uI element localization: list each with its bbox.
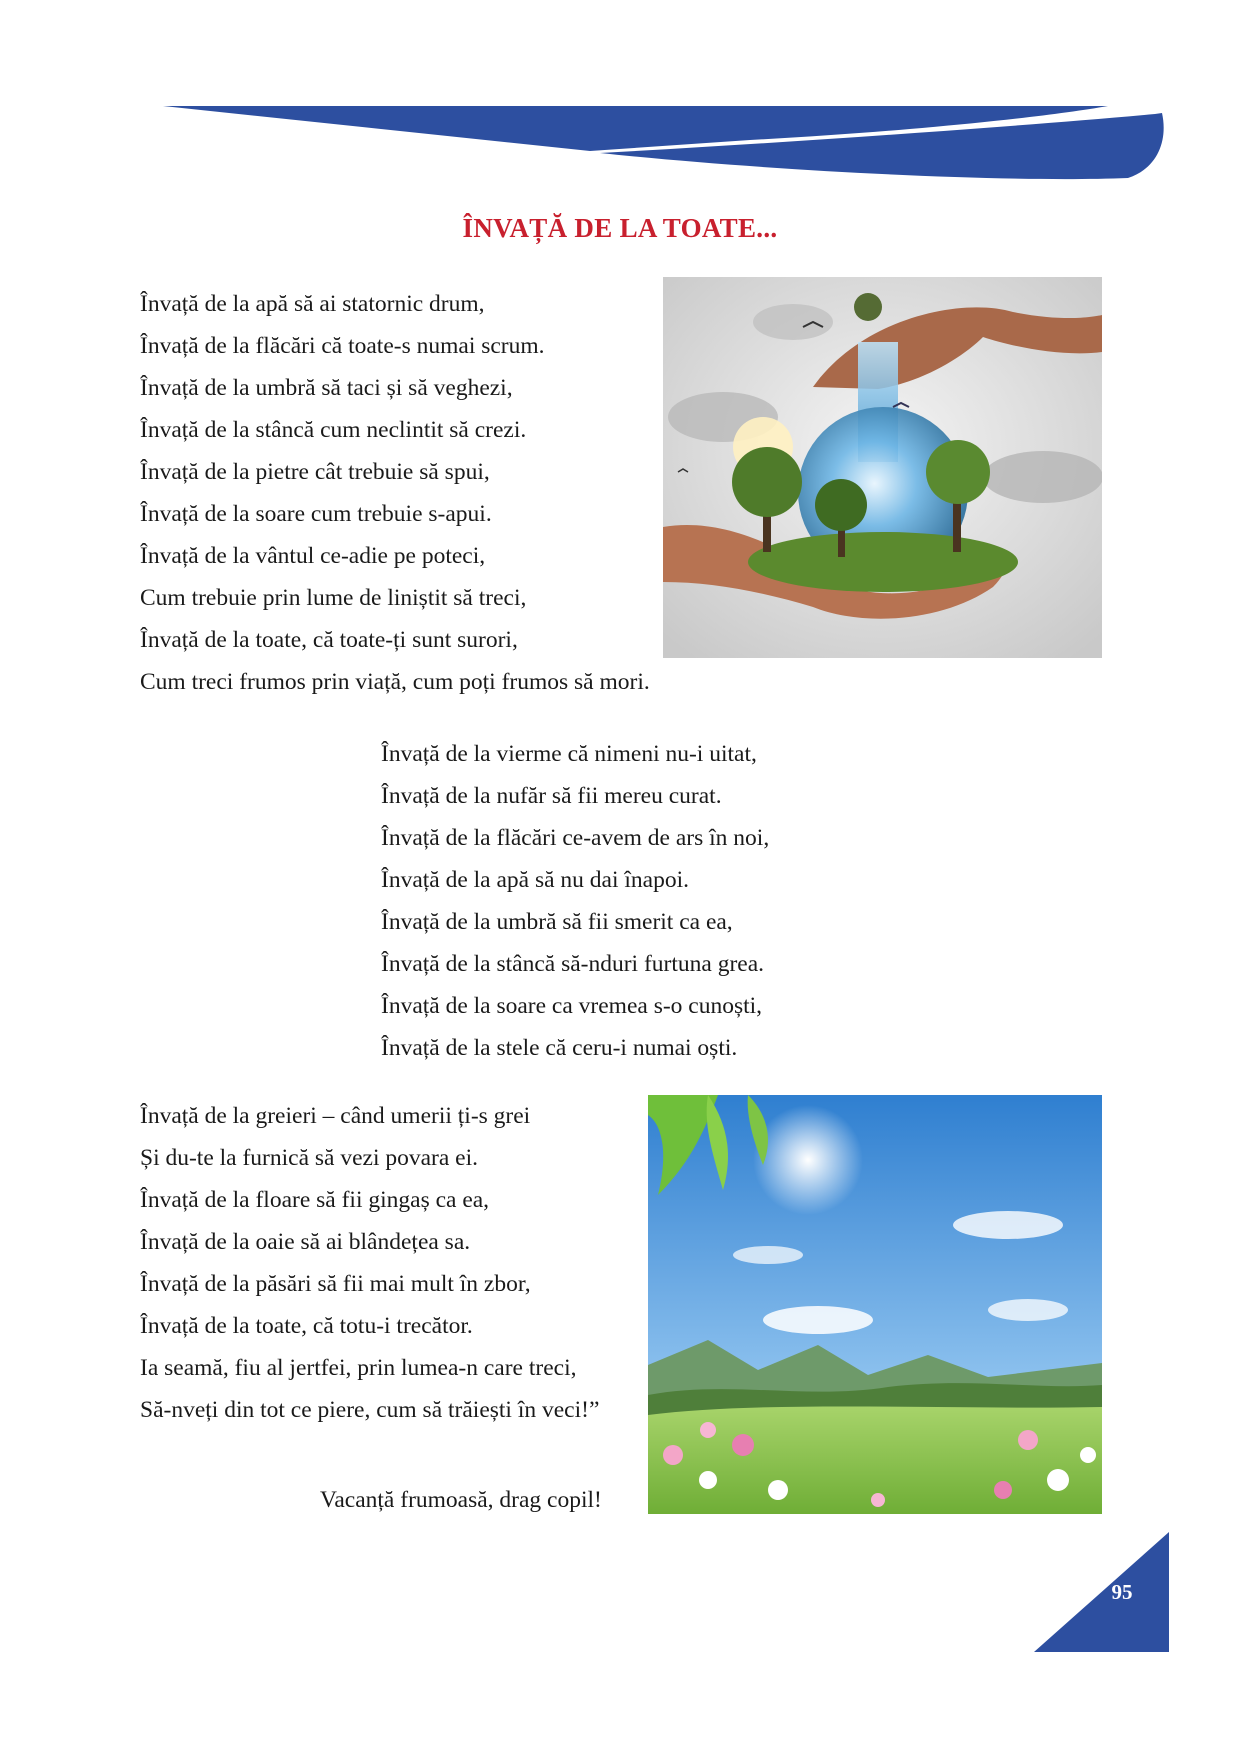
poem-line: Învață de la vierme că nimeni nu-i uitat, bbox=[381, 741, 757, 767]
poem-line: Învață de la flăcări ce-avem de ars în noi, bbox=[381, 825, 770, 851]
header-banner bbox=[0, 0, 1240, 200]
poem-line: Învață de la apă să ai statornic drum, bbox=[140, 291, 485, 317]
poem-line: Cum trebuie prin lume de liniștit să treci, bbox=[140, 585, 527, 611]
poem-line: Cum treci frumos prin viață, cum poți frumos să mori. bbox=[140, 669, 650, 695]
poem-line: Și du-te la furnică să vezi povara ei. bbox=[140, 1145, 478, 1171]
poem-line: Învață de la apă să nu dai înapoi. bbox=[381, 867, 689, 893]
poem-line: Învață de la păsări să fii mai mult în zbor, bbox=[140, 1271, 531, 1297]
stanza-2 bbox=[381, 733, 769, 1069]
poem-line: Învață de la vântul ce-adie pe poteci, bbox=[140, 543, 486, 569]
hands-earth-image bbox=[663, 277, 1102, 658]
meadow-image bbox=[648, 1095, 1102, 1514]
poem-line: Învață de la soare ca vremea s-o cunoști, bbox=[381, 993, 763, 1019]
poem-line: Învață de la umbră să taci și să veghezi, bbox=[140, 375, 513, 401]
poem-line: Ia seamă, fiu al jertfei, prin lumea-n care treci, bbox=[140, 1355, 577, 1381]
poem-line: Învață de la stâncă să-nduri furtuna grea. bbox=[381, 951, 764, 977]
poem-line: Să-nveți din tot ce piere, cum să trăiești în veci!” bbox=[140, 1397, 600, 1423]
poem-line: Învață de la flăcări că toate-s numai scrum. bbox=[140, 333, 545, 359]
poem-line: Învață de la stele că ceru-i numai oști. bbox=[381, 1035, 738, 1061]
poem-title: ÎNVAȚĂ DE LA TOATE... bbox=[462, 213, 778, 243]
stanza-3 bbox=[140, 1095, 599, 1431]
stanza-1 bbox=[140, 283, 650, 703]
poem-line: Învață de la soare cum trebuie s-apui. bbox=[140, 501, 492, 527]
poem-line: Învață de la greieri – când umerii ți-s grei bbox=[140, 1103, 531, 1129]
poem-line: Învață de la nufăr să fii mereu curat. bbox=[381, 783, 722, 809]
poem-line: Învață de la pietre cât trebuie să spui, bbox=[140, 459, 490, 485]
poem-line: Învață de la umbră să fii smerit ca ea, bbox=[381, 909, 733, 935]
poem-line: Învață de la oaie să ai blândețea sa. bbox=[140, 1229, 471, 1255]
farewell-text: Vacanță frumoasă, drag copil! bbox=[320, 1487, 602, 1513]
poem-line: Învață de la stâncă cum neclintit să crezi. bbox=[140, 417, 527, 443]
poem-line: Învață de la floare să fii gingaș ca ea, bbox=[140, 1187, 490, 1213]
poem-line: Învață de la toate, că toate-ți sunt surori, bbox=[140, 627, 518, 653]
page-number: 95 bbox=[1111, 1580, 1133, 1604]
poem-line: Învață de la toate, că totu-i trecător. bbox=[140, 1313, 473, 1339]
